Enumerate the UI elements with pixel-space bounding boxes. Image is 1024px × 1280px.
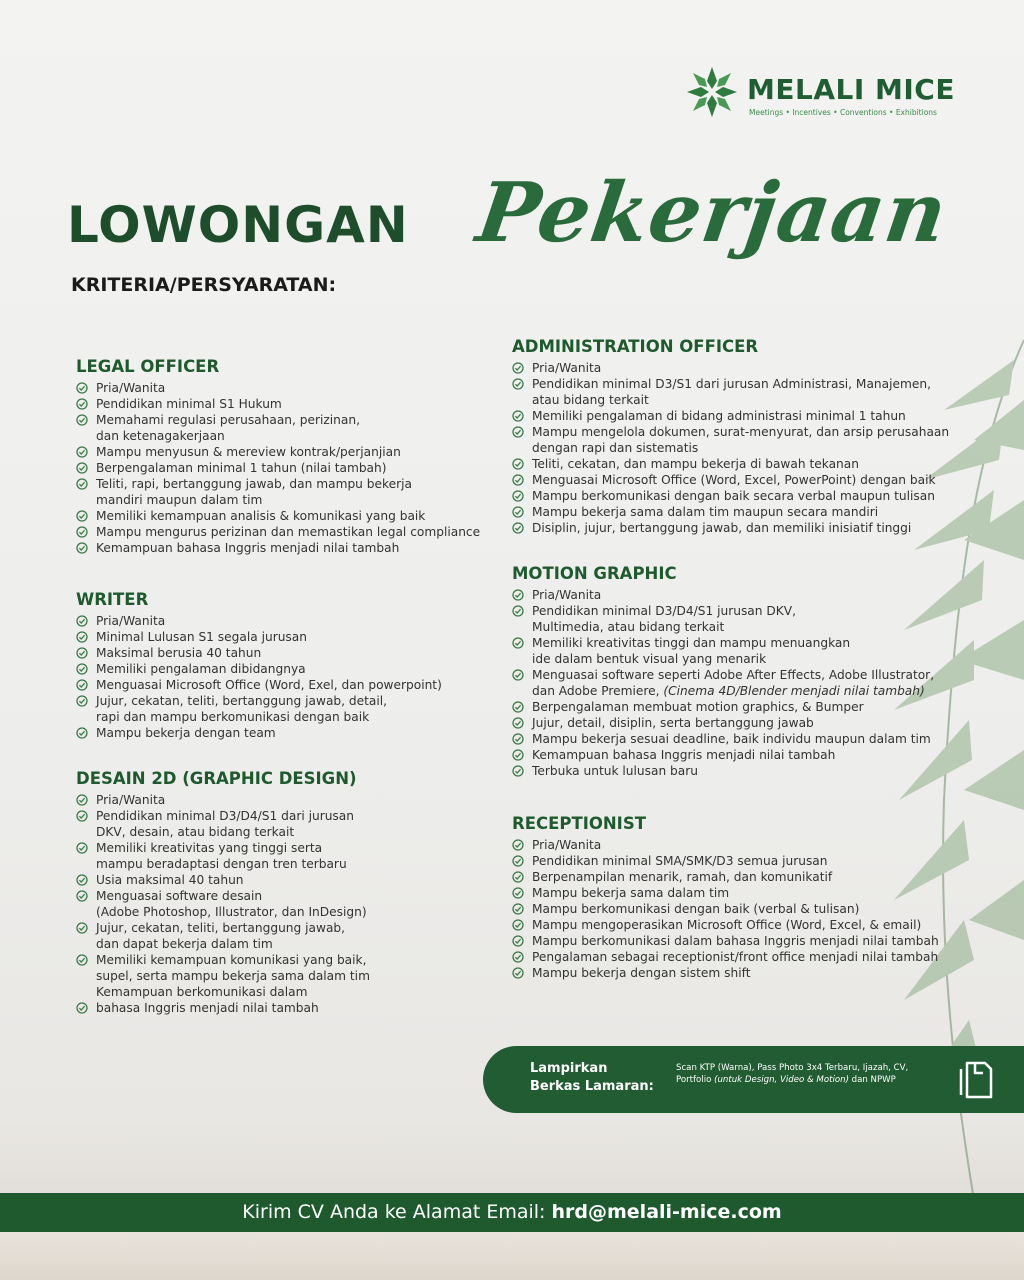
requirement-text: Mampu berkomunikasi dengan baik secara verbal maupun tulisan — [532, 489, 935, 503]
check-circle-icon — [512, 474, 524, 486]
section-title: ADMINISTRATION OFFICER — [512, 337, 759, 356]
requirement-text: Memiliki kemampuan komunikasi yang baik, supel, serta mampu bekerja sama dalam tim Kemampuan berkomunikasi dalam — [96, 953, 370, 999]
requirement-text: Pria/Wanita — [532, 838, 602, 852]
requirement-text: bahasa Inggris menjadi nilai tambah — [96, 1001, 319, 1015]
check-circle-icon — [76, 398, 88, 410]
requirement-item — [76, 396, 480, 412]
requirement-item — [512, 853, 939, 869]
requirement-text: Pria/Wanita — [96, 793, 166, 807]
requirement-item — [512, 731, 934, 747]
company-logo — [683, 63, 963, 123]
requirement-text: Pria/Wanita — [532, 361, 602, 375]
attachment-banner — [483, 1046, 1024, 1113]
check-circle-icon — [512, 589, 524, 601]
check-circle-icon — [512, 637, 524, 649]
requirement-item — [76, 661, 442, 677]
criteria-title: KRITERIA/PERSYARATAN: — [71, 274, 337, 296]
requirement-text: Pria/Wanita — [96, 381, 166, 395]
check-circle-icon — [76, 631, 88, 643]
requirement-item — [76, 677, 442, 693]
check-circle-icon — [76, 890, 88, 902]
requirement-text: Pendidikan minimal SMA/SMK/D3 semua jurusan — [532, 854, 828, 868]
check-circle-icon — [76, 695, 88, 707]
requirement-text: Kemampuan bahasa Inggris menjadi nilai tambah — [532, 748, 836, 762]
section-title: DESAIN 2D (GRAPHIC DESIGN) — [76, 769, 357, 788]
requirement-text: Pendidikan minimal D3/S1 dari jurusan Administrasi, Manajemen, atau bidang terkait — [532, 377, 931, 407]
background-floor-bottom — [0, 1232, 1024, 1280]
requirements-list — [512, 587, 934, 779]
requirement-text: Mampu bekerja sama dalam tim maupun secara mandiri — [532, 505, 879, 519]
check-circle-icon — [76, 679, 88, 691]
check-circle-icon — [512, 951, 524, 963]
check-circle-icon — [512, 362, 524, 374]
requirement-text: Mampu bekerja sesuai deadline, baik individu maupun dalam tim — [532, 732, 931, 746]
check-circle-icon — [512, 490, 524, 502]
requirement-item — [76, 540, 480, 556]
requirement-item — [512, 933, 939, 949]
check-circle-icon — [76, 414, 88, 426]
requirement-item — [512, 376, 949, 408]
check-circle-icon — [512, 717, 524, 729]
check-circle-icon — [512, 887, 524, 899]
check-circle-icon — [512, 935, 524, 947]
requirement-text: Mampu menyusun & mereview kontrak/perjanjian — [96, 445, 401, 459]
section-title: RECEPTIONIST — [512, 814, 646, 833]
requirement-item — [76, 808, 370, 840]
requirement-item — [512, 885, 939, 901]
check-circle-icon — [76, 647, 88, 659]
check-circle-icon — [512, 839, 524, 851]
requirement-item — [76, 524, 480, 540]
requirement-text: Pengalaman sebagai receptionist/front office menjadi nilai tambah — [532, 950, 939, 964]
requirement-text: Mampu bekerja dengan sistem shift — [532, 966, 751, 980]
email-prefix: Kirim CV Anda ke Alamat Email: — [242, 1201, 552, 1223]
requirement-item — [512, 715, 934, 731]
requirement-text: Menguasai software seperti Adobe After Effects, Adobe Illustrator, dan Adobe Premiere, (Cinema 4D/Blender menjadi nilai tambah) — [532, 668, 935, 698]
attachment-title: Lampirkan Berkas Lamaran: — [530, 1061, 654, 1094]
requirement-item — [512, 472, 949, 488]
requirement-item — [76, 380, 480, 396]
requirement-text: Pria/Wanita — [96, 614, 166, 628]
document-icon — [955, 1057, 995, 1101]
requirement-text: Mampu mengoperasikan Microsoft Office (Word, Excel, & email) — [532, 918, 922, 932]
check-circle-icon — [76, 810, 88, 822]
email-bar — [0, 1193, 1024, 1232]
check-circle-icon — [76, 510, 88, 522]
requirement-text: Menguasai Microsoft Office (Word, Exel, dan powerpoint) — [96, 678, 442, 692]
attachment-desc-part1: Scan KTP (Warna), Pass Photo 3x4 Terbaru, Ijazah, CV, Portfolio — [676, 1063, 909, 1085]
email-address-link[interactable]: hrd@melali-mice.com — [551, 1201, 782, 1223]
requirement-text: Jujur, cekatan, teliti, bertanggung jawab, detail, rapi dan mampu berkomunikasi dengan baik — [96, 694, 388, 724]
requirement-item — [76, 444, 480, 460]
check-circle-icon — [512, 426, 524, 438]
check-circle-icon — [76, 954, 88, 966]
requirement-item — [512, 635, 934, 667]
requirement-item — [76, 645, 442, 661]
requirement-item — [76, 792, 370, 808]
attachment-description — [676, 1062, 926, 1086]
requirement-item — [512, 763, 934, 779]
section-writer — [76, 590, 442, 741]
requirement-text: Pendidikan minimal D3/D4/S1 dari jurusan DKV, desain, atau bidang terkait — [96, 809, 354, 839]
requirement-item — [512, 965, 939, 981]
requirement-item — [76, 840, 370, 872]
requirement-text: Mampu bekerja dengan team — [96, 726, 276, 740]
requirement-item — [512, 869, 939, 885]
requirement-item — [512, 949, 939, 965]
check-circle-icon — [76, 922, 88, 934]
check-circle-icon — [512, 378, 524, 390]
check-circle-icon — [512, 967, 524, 979]
check-circle-icon — [76, 462, 88, 474]
requirements-list — [76, 613, 442, 741]
check-circle-icon — [512, 855, 524, 867]
requirement-item — [76, 693, 442, 725]
headline-script: Pekerjaan — [471, 165, 954, 261]
requirement-text: Mampu berkomunikasi dalam bahasa Inggris menjadi nilai tambah — [532, 934, 939, 948]
requirement-item — [76, 888, 370, 920]
requirement-text: Pendidikan minimal D3/D4/S1 jurusan DKV, Multimedia, atau bidang terkait — [532, 604, 796, 634]
requirements-list — [512, 837, 939, 981]
requirement-item — [76, 1000, 370, 1016]
requirement-item — [512, 837, 939, 853]
requirement-item — [512, 504, 949, 520]
requirement-item — [76, 872, 370, 888]
requirement-text: Pria/Wanita — [532, 588, 602, 602]
requirement-text: Memiliki kreativitas tinggi dan mampu menuangkan ide dalam bentuk visual yang menarik — [532, 636, 851, 666]
requirement-item — [76, 476, 480, 508]
check-circle-icon — [512, 410, 524, 422]
requirements-list — [76, 792, 370, 1016]
requirement-text: Berpengalaman membuat motion graphics, & Bumper — [532, 700, 864, 714]
check-circle-icon — [76, 727, 88, 739]
requirement-item — [76, 952, 370, 1000]
attachment-desc-italic: (untuk Design, Video & Motion) — [714, 1075, 849, 1085]
check-circle-icon — [512, 903, 524, 915]
logo-tagline: Meetings • Incentives • Conventions • Exhibitions — [749, 108, 937, 117]
requirement-text: Minimal Lulusan S1 segala jurusan — [96, 630, 307, 644]
requirement-item — [512, 408, 949, 424]
headline-title: LOWONGAN — [67, 196, 409, 254]
requirement-text: Usia maksimal 40 tahun — [96, 873, 244, 887]
requirement-item — [76, 412, 480, 444]
requirement-item — [512, 520, 949, 536]
logo-emblem-icon — [683, 63, 741, 121]
requirement-item — [76, 613, 442, 629]
check-circle-icon — [76, 842, 88, 854]
check-circle-icon — [76, 446, 88, 458]
check-circle-icon — [76, 794, 88, 806]
check-circle-icon — [76, 874, 88, 886]
requirement-text: Mampu mengurus perizinan dan memastikan legal compliance — [96, 525, 481, 539]
check-circle-icon — [512, 506, 524, 518]
requirement-text: Mampu berkomunikasi dengan baik (verbal & tulisan) — [532, 902, 860, 916]
requirement-text: Berpenampilan menarik, ramah, dan komunikatif — [532, 870, 833, 884]
check-circle-icon — [512, 919, 524, 931]
check-circle-icon — [76, 663, 88, 675]
check-circle-icon — [512, 458, 524, 470]
requirement-text: Menguasai software desain (Adobe Photoshop, Illustrator, dan InDesign) — [96, 889, 367, 919]
requirement-item — [512, 488, 949, 504]
requirement-item — [512, 587, 934, 603]
requirement-text: Menguasai Microsoft Office (Word, Excel, PowerPoint) dengan baik — [532, 473, 936, 487]
requirement-text: Kemampuan bahasa Inggris menjadi nilai tambah — [96, 541, 400, 555]
check-circle-icon — [512, 522, 524, 534]
check-circle-icon — [512, 765, 524, 777]
requirement-text: Teliti, rapi, bertanggung jawab, dan mampu bekerja mandiri maupun dalam tim — [96, 477, 412, 507]
check-circle-icon — [76, 615, 88, 627]
requirement-item — [512, 456, 949, 472]
section-desain-2d — [76, 769, 370, 1016]
requirement-item — [512, 699, 934, 715]
requirement-text: Mampu bekerja sama dalam tim — [532, 886, 730, 900]
requirement-text: Memiliki kreativitas yang tinggi serta mampu beradaptasi dengan tren terbaru — [96, 841, 347, 871]
requirement-item — [512, 424, 949, 456]
requirement-text: Disiplin, jujur, bertanggung jawab, dan memiliki inisiatif tinggi — [532, 521, 912, 535]
check-circle-icon — [512, 749, 524, 761]
check-circle-icon — [512, 733, 524, 745]
requirement-text: Maksimal berusia 40 tahun — [96, 646, 262, 660]
section-receptionist — [512, 814, 939, 981]
requirement-item — [76, 725, 442, 741]
requirement-item — [76, 629, 442, 645]
section-administration-officer — [512, 337, 949, 536]
requirement-text: Memahami regulasi perusahaan, perizinan, dan ketenagakerjaan — [96, 413, 360, 443]
requirement-item — [512, 917, 939, 933]
check-circle-icon — [512, 701, 524, 713]
section-motion-graphic — [512, 564, 934, 779]
section-legal-officer — [76, 357, 480, 556]
check-circle-icon — [76, 1002, 88, 1014]
check-circle-icon — [76, 478, 88, 490]
requirement-item — [512, 901, 939, 917]
requirement-text: Pendidikan minimal S1 Hukum — [96, 397, 282, 411]
requirement-text: Memiliki kemampuan analisis & komunikasi yang baik — [96, 509, 426, 523]
requirement-item — [512, 747, 934, 763]
check-circle-icon — [76, 542, 88, 554]
requirement-text: Memiliki pengalaman dibidangnya — [96, 662, 306, 676]
requirement-item — [512, 360, 949, 376]
requirement-text: Mampu mengelola dokumen, surat-menyurat, dan arsip perusahaan dengan rapi dan sistematis — [532, 425, 950, 455]
check-circle-icon — [76, 382, 88, 394]
requirement-text: Jujur, cekatan, teliti, bertanggung jawab, dan dapat bekerja dalam tim — [96, 921, 346, 951]
logo-name: MELALI MICE — [747, 73, 955, 106]
requirements-list — [512, 360, 949, 536]
requirement-text: Memiliki pengalaman di bidang administrasi minimal 1 tahun — [532, 409, 906, 423]
section-title: WRITER — [76, 590, 149, 609]
requirement-text: Jujur, detail, disiplin, serta bertanggung jawab — [532, 716, 814, 730]
requirement-text: Teliti, cekatan, dan mampu bekerja di bawah tekanan — [532, 457, 859, 471]
check-circle-icon — [76, 526, 88, 538]
section-title: LEGAL OFFICER — [76, 357, 220, 376]
attachment-desc-part2: dan NPWP — [848, 1075, 896, 1085]
requirement-item — [76, 920, 370, 952]
requirement-text: Terbuka untuk lulusan baru — [532, 764, 698, 778]
requirement-item — [512, 603, 934, 635]
requirement-item — [512, 667, 934, 699]
check-circle-icon — [512, 871, 524, 883]
check-circle-icon — [512, 605, 524, 617]
check-circle-icon — [512, 669, 524, 681]
requirement-item — [76, 508, 480, 524]
requirement-text: Berpengalaman minimal 1 tahun (nilai tambah) — [96, 461, 387, 475]
requirements-list — [76, 380, 480, 556]
requirement-item — [76, 460, 480, 476]
section-title: MOTION GRAPHIC — [512, 564, 677, 583]
